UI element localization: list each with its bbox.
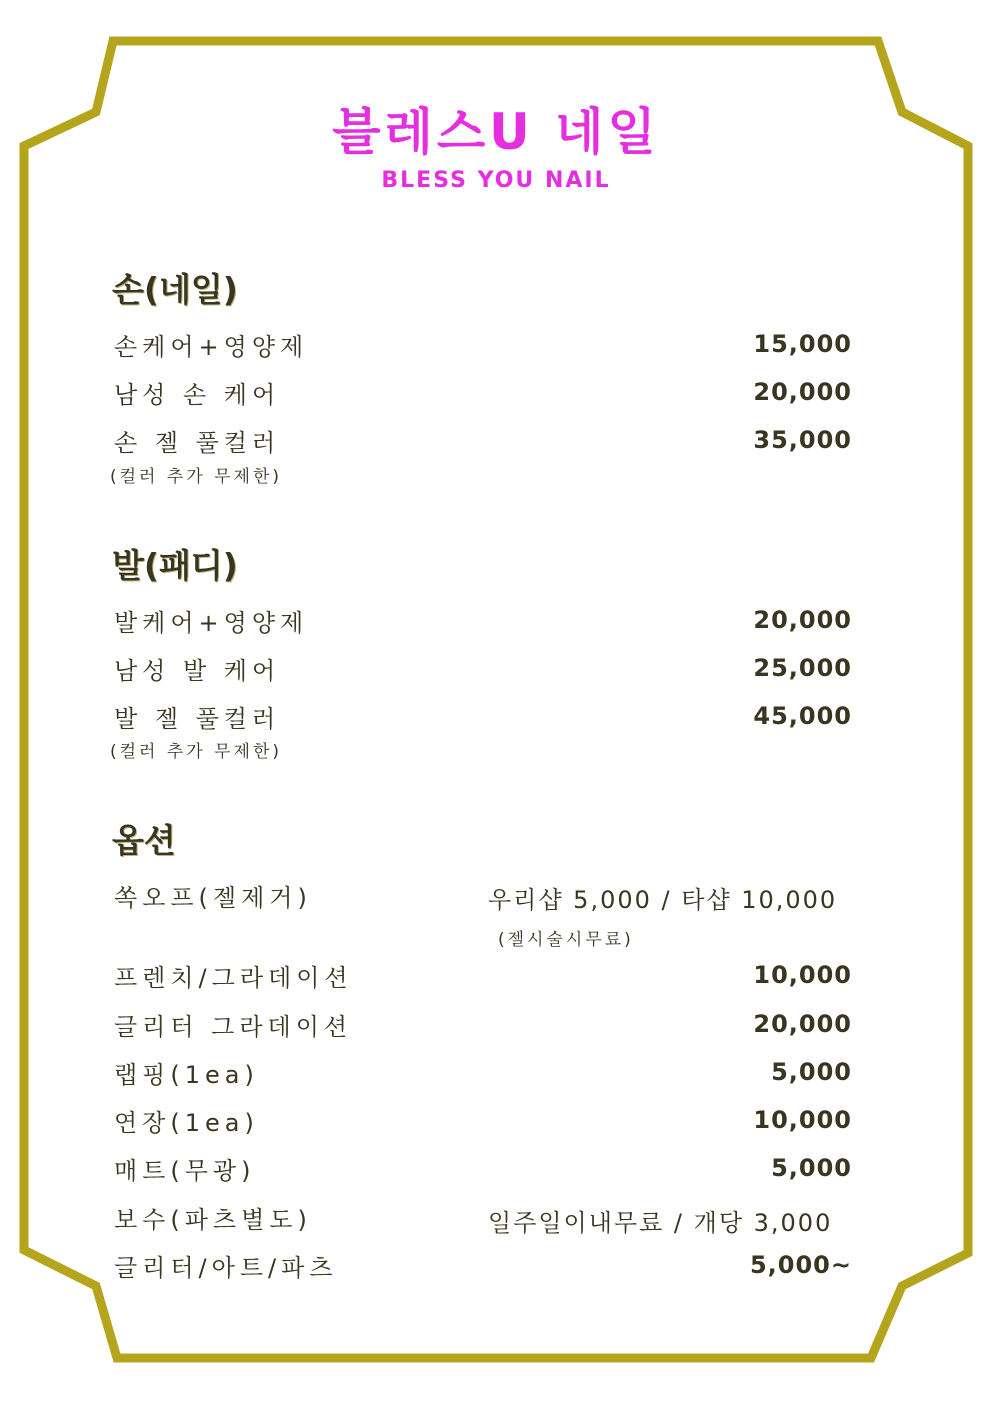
menu-item-note: (컬러 추가 무제한)	[110, 467, 283, 487]
menu-item-price: 45,000	[753, 702, 852, 730]
menu-item-price: 5,000~	[749, 1251, 852, 1279]
menu-item-detail: 우리샵 5,000 / 타샵 10,000	[488, 886, 838, 914]
menu-item-price: 20,000	[753, 606, 852, 634]
menu-item-name: 글리터/아트/파츠	[114, 1254, 338, 1282]
menu-item-price: 20,000	[753, 1010, 852, 1038]
menu-item-name: 보수(파츠별도)	[114, 1206, 312, 1234]
shop-title: 블레스U 네일	[332, 103, 660, 161]
menu-item-name: 매트(무광)	[114, 1157, 256, 1185]
menu-item-name: 글리터 그라데이션	[114, 1013, 353, 1041]
section-heading-foot: 발(패디)	[112, 546, 238, 585]
menu-item-price: 10,000	[753, 961, 852, 989]
menu-item-price: 5,000	[771, 1058, 852, 1086]
menu-item-name: 남성 손 케어	[114, 381, 281, 409]
section-heading-hand: 손(네일)	[112, 270, 238, 309]
section-heading-options: 옵션	[112, 821, 176, 860]
menu-item-note: (젤시술시무료)	[498, 930, 634, 950]
menu-item-name: 발 젤 풀컬러	[114, 705, 281, 733]
menu-item-name: 프렌치/그라데이션	[114, 964, 353, 992]
menu-item-price: 10,000	[753, 1106, 852, 1134]
menu-item-price: 5,000	[771, 1154, 852, 1182]
menu-item-name: 남성 발 케어	[114, 657, 281, 685]
menu-item-name: 연장(1ea)	[114, 1109, 259, 1137]
menu-item-name: 손 젤 풀컬러	[114, 429, 281, 457]
menu-item-price: 15,000	[753, 330, 852, 358]
menu-item-detail: 일주일이내무료 / 개당 3,000	[488, 1209, 833, 1237]
menu-item-name: 랩핑(1ea)	[114, 1061, 259, 1089]
menu-item-price: 35,000	[753, 426, 852, 454]
menu-item-name: 쏙오프(젤제거)	[114, 884, 312, 912]
menu-item-name: 발케어+영양제	[114, 609, 309, 637]
shop-subtitle: BLESS YOU NAIL	[381, 168, 611, 193]
menu-item-note: (컬러 추가 무제한)	[110, 742, 283, 762]
menu-item-price: 20,000	[753, 378, 852, 406]
menu-item-price: 25,000	[753, 654, 852, 682]
menu-item-name: 손케어+영양제	[114, 333, 309, 361]
